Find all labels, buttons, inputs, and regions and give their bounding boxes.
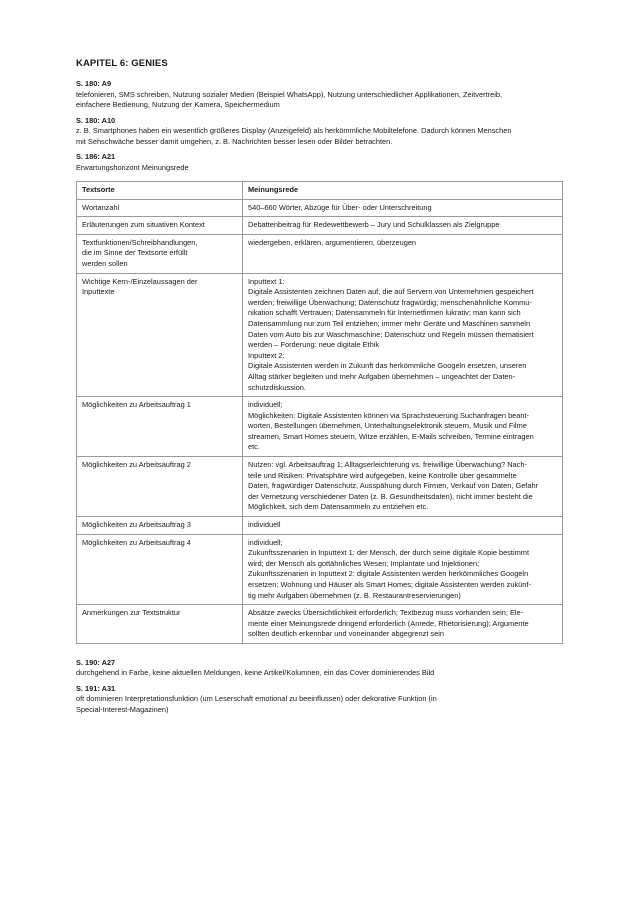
table-row	[77, 457, 563, 517]
row-content-line: Inputtext 1:	[248, 276, 285, 286]
answer-text	[76, 126, 562, 147]
row-content-line: sollten deutlich erkennbar und voneinander abgegrenzt sein	[248, 629, 444, 639]
answer-line: Special-Interest-Magazinen)	[76, 704, 169, 714]
row-content-line: Debattenbeitrag für Redewettbewerb – Jury und Schulklassen als Zielgruppe	[248, 220, 500, 230]
row-content-line: Alltag stärker begleiten und mehr Aufgaben übernehmen – ungeachtet der Daten-	[248, 371, 516, 381]
table-row	[77, 517, 563, 535]
table-header-textsorte: Textsorte	[77, 182, 243, 200]
row-content-line: worten, Bestellungen übernehmen, Unterhaltungselektronik steuern, Musik und Filme	[248, 421, 527, 431]
answer-line: z. B. Smartphones haben ein wesentlich größeres Display (Anzeigefeld) als herkömmliche Mobiltelefone. Dadurch können Menschen	[76, 126, 512, 135]
row-label-line: Anmerkungen zur Textstruktur	[82, 608, 181, 618]
row-content-line: werden; freiwillige Überwachung; Datenschutz fragwürdig; menschenähnliche Kommu-	[248, 297, 532, 307]
row-content-line: individuell	[248, 520, 281, 530]
table-row	[77, 217, 563, 235]
page-reference: S. 180: A9	[76, 79, 112, 88]
row-content	[243, 397, 563, 457]
row-content-line: Möglichkeit, sich dem Datensammeln zu entziehen etc.	[248, 502, 429, 512]
row-content	[243, 273, 563, 397]
answer-section	[76, 658, 562, 679]
answer-line: telefonieren, SMS schreiben, Nutzung sozialer Medien (Beispiel WhatsApp), Nutzung unterschiedlicher Applikationen, Zeitvertreib,	[76, 89, 503, 99]
answer-text	[76, 90, 562, 111]
row-content-line: Datensammlung nur zum Teil entziehen; immer mehr Geräte und Maschinen sammeln	[248, 318, 531, 328]
row-content	[243, 217, 563, 235]
answer-line: einfachere Bedienung, Nutzung der Kamera, Speichermedium	[76, 100, 280, 109]
row-content	[243, 605, 563, 644]
row-content-line: individuell;	[248, 400, 283, 410]
row-content-line: Daten, fragwürdiger Datenschutz, Ausspähung durch Firmen, Verkauf von Daten, Gefahr	[248, 481, 539, 491]
row-label	[77, 517, 243, 535]
sections-bottom	[76, 658, 562, 716]
row-label	[77, 199, 243, 217]
row-label	[77, 534, 243, 605]
answer-section	[76, 116, 562, 148]
row-content-line: Inputtext 2:	[248, 350, 285, 360]
row-content-line: individuell;	[248, 537, 283, 547]
row-label	[77, 217, 243, 235]
page-reference: S. 180: A10	[76, 115, 116, 125]
row-label-line: Textfunktionen/Schreibhandlungen,	[82, 237, 198, 247]
row-content-line: ersetzen; Wohnung und Häuser als Smart Homes; digitale Assistenten werden zukünf-	[248, 580, 531, 589]
answer-text	[76, 163, 562, 174]
row-content-line: nikation schafft Vertrauen; Datensammeln für Internetfirmen lukrativ; man kann sich	[248, 308, 521, 318]
row-content-line: wird; der Mensch als gottähnliches Wesen; Implantate und Injektionen;	[248, 558, 480, 568]
row-label-line: Möglichkeiten zu Arbeitsauftrag 1	[82, 400, 191, 410]
page-reference: S. 191: A31	[76, 683, 116, 693]
answer-text	[76, 694, 562, 715]
row-content-line: Nutzen: vgl. Arbeitsauftrag 1; Alltagserleichterung vs. freiwillige Überwachung? Nach-	[248, 460, 527, 470]
row-content-line: etc.	[248, 442, 260, 452]
row-label-line: Inputtexte	[82, 287, 115, 297]
row-content-line: Zukunftsszenarien in Inputtext 1: der Mensch, der durch seine digitale Kopie bestimmt	[248, 548, 529, 558]
row-label-line: Wortanzahl	[82, 202, 120, 212]
table-row	[77, 397, 563, 457]
page-reference: S. 186: A21	[76, 152, 116, 161]
row-content	[243, 234, 563, 273]
row-content-line: Digitale Assistenten zeichnen Daten auf, die auf Servern von Unternehmen gespeichert	[248, 287, 534, 297]
table-body	[77, 199, 563, 643]
row-label-line: Möglichkeiten zu Arbeitsauftrag 3	[82, 520, 191, 530]
row-content	[243, 517, 563, 535]
row-content-line: 540–660 Wörter, Abzüge für Über- oder Unterschreitung	[248, 202, 432, 212]
sections-top	[76, 79, 562, 173]
table-row	[77, 273, 563, 397]
row-content-line: Digitale Assistenten werden in Zukunft das herkömmliche Googeln ersetzen, unseren	[248, 361, 527, 371]
answer-section	[76, 152, 562, 173]
row-content-line: Daten vom Auto bis zur Waschmaschine; Datenschutz und Regeln müssen thematisiert	[248, 329, 534, 339]
row-content-line: wiedergeben, erklären, argumentieren, überzeugen	[248, 237, 417, 247]
row-content-line: Zukunftsszenarien in Inputtext 2: digitale Assistenten werden herkömmliches Googeln	[248, 569, 529, 579]
answer-line: mit Sehschwäche besser damit umgehen, z. B. Nachrichten besser lesen oder Bilder betrachten.	[76, 136, 393, 146]
row-label-line: Möglichkeiten zu Arbeitsauftrag 4	[82, 537, 191, 547]
row-label	[77, 457, 243, 517]
table-row	[77, 199, 563, 217]
row-label	[77, 234, 243, 273]
answer-text	[76, 668, 562, 679]
row-content-line: Möglichkeiten: Digitale Assistenten können via Sprachsteuerung Suchanfragen beant-	[248, 410, 530, 420]
row-label-line: Möglichkeiten zu Arbeitsauftrag 2	[82, 460, 191, 470]
row-content	[243, 199, 563, 217]
answer-section	[76, 684, 562, 716]
chapter-title: KAPITEL 6: GENIES	[76, 58, 168, 69]
row-content-line: mente einer Meinungsrede dringend erforderlich (Anrede, Rhetorisierung); Argumente	[248, 618, 529, 628]
table-header-row	[77, 182, 563, 200]
row-content-line: Absätze zwecks Übersichtlichkeit erforderlich; Textbezug muss vorhanden sein; Ele-	[248, 608, 524, 618]
document-page	[76, 58, 562, 720]
row-content	[243, 457, 563, 517]
page-reference: S. 190: A27	[76, 657, 116, 667]
table-row	[77, 534, 563, 605]
evaluation-table	[76, 181, 563, 644]
row-content-line: tig mehr Aufgaben übernehmen (z. B. Restaurantreservierungen)	[248, 590, 461, 600]
table-row	[77, 234, 563, 273]
row-label-line: die im Sinne der Textsorte erfüllt	[82, 248, 188, 258]
table-row	[77, 605, 563, 644]
row-content-line: der Vernetzung verschiedener Daten (z. B. Gesundheitsdaten), nicht immer besteht die	[248, 491, 533, 501]
table-header-meinungsrede: Meinungsrede	[243, 182, 563, 200]
row-label-line: Wichtige Kern-/Einzelaussagen der	[82, 276, 198, 286]
row-label	[77, 273, 243, 397]
answer-section	[76, 79, 562, 111]
row-content-line: werden – Forderung: neue digitale Ethik	[248, 340, 380, 350]
row-label	[77, 397, 243, 457]
answer-line: Erwartungshorizont Meinungsrede	[76, 162, 189, 172]
row-content	[243, 534, 563, 605]
row-content-line: teile und Risiken: Privatsphäre wird aufgegeben, keine Kontrolle über gesammelte	[248, 470, 517, 480]
answer-line: durchgehend in Farbe, keine aktuellen Meldungen, keine Artikel/Kolumnen, ein das Cover dominierendes Bild	[76, 668, 435, 678]
answer-line: oft dominieren Interpretationsfunktion (um Leserschaft emotional zu beeinflussen) oder dekorative Funktion (in	[76, 694, 437, 704]
row-label	[77, 605, 243, 644]
row-content-line: schutzdiskussion.	[248, 382, 306, 392]
row-label-line: werden sollen	[82, 258, 128, 268]
row-label-line: Erläuterungen zum situativen Kontext	[82, 220, 205, 230]
row-content-line: streamen, Smart Homes steuern, Witze erzählen, E-Mails schreiben, Termine eintragen	[248, 431, 534, 441]
